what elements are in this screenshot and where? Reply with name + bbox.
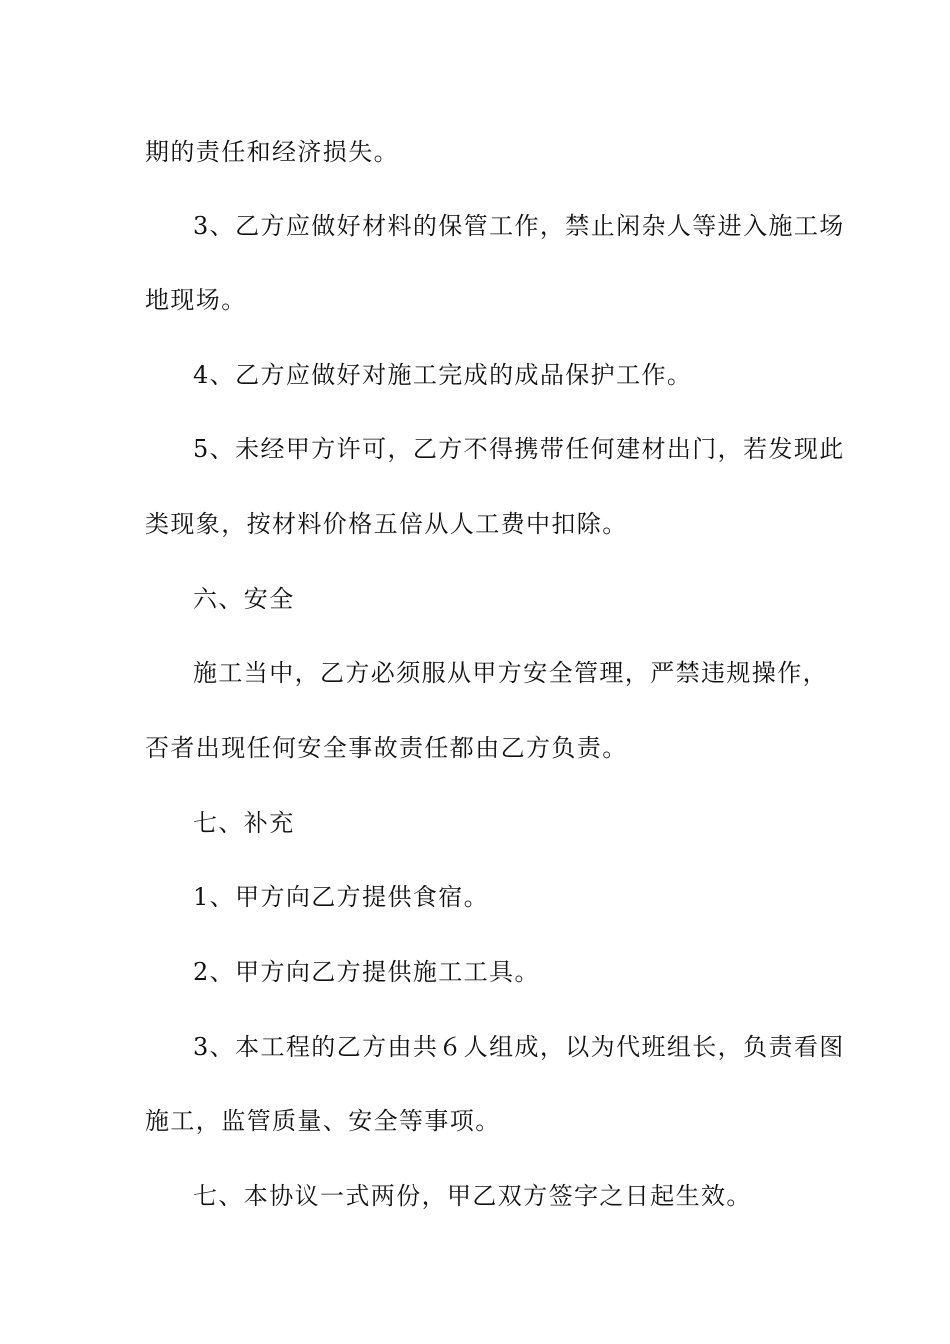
paragraph-line: 5、未经甲方许可，乙方不得携带任何建材出门，若发现此 [193, 435, 845, 463]
paragraph-line: 3、乙方应做好材料的保管工作，禁止闲杂人等进入施工场 [193, 212, 845, 240]
paragraph-line: 类现象，按材料价格五倍从人工费中扣除。 [145, 510, 628, 538]
paragraph-line: 4、乙方应做好对施工完成的成品保护工作。 [193, 361, 693, 389]
section-heading: 六、安全 [193, 585, 295, 613]
paragraph-line: 3、本工程的乙方由共６人组成，以为代班组长，负责看图 [193, 1033, 845, 1061]
paragraph-line: 否者出现任何安全事故责任都由乙方负责。 [145, 734, 628, 762]
paragraph-line: 施工当中，乙方必须服从甲方安全管理，严禁违规操作， [193, 659, 828, 687]
paragraph-line: 1、甲方向乙方提供食宿。 [193, 883, 490, 911]
paragraph-line: 2、甲方向乙方提供施工工具。 [193, 958, 540, 986]
paragraph-line: 七、本协议一式两份，甲乙双方签字之日起生效。 [193, 1182, 752, 1210]
section-heading: 七、补充 [193, 809, 295, 837]
paragraph-line: 施工，监管质量、安全等事项。 [145, 1107, 501, 1135]
paragraph-line: 地现场。 [145, 286, 247, 314]
paragraph-line: 期的责任和经济损失。 [145, 138, 399, 166]
